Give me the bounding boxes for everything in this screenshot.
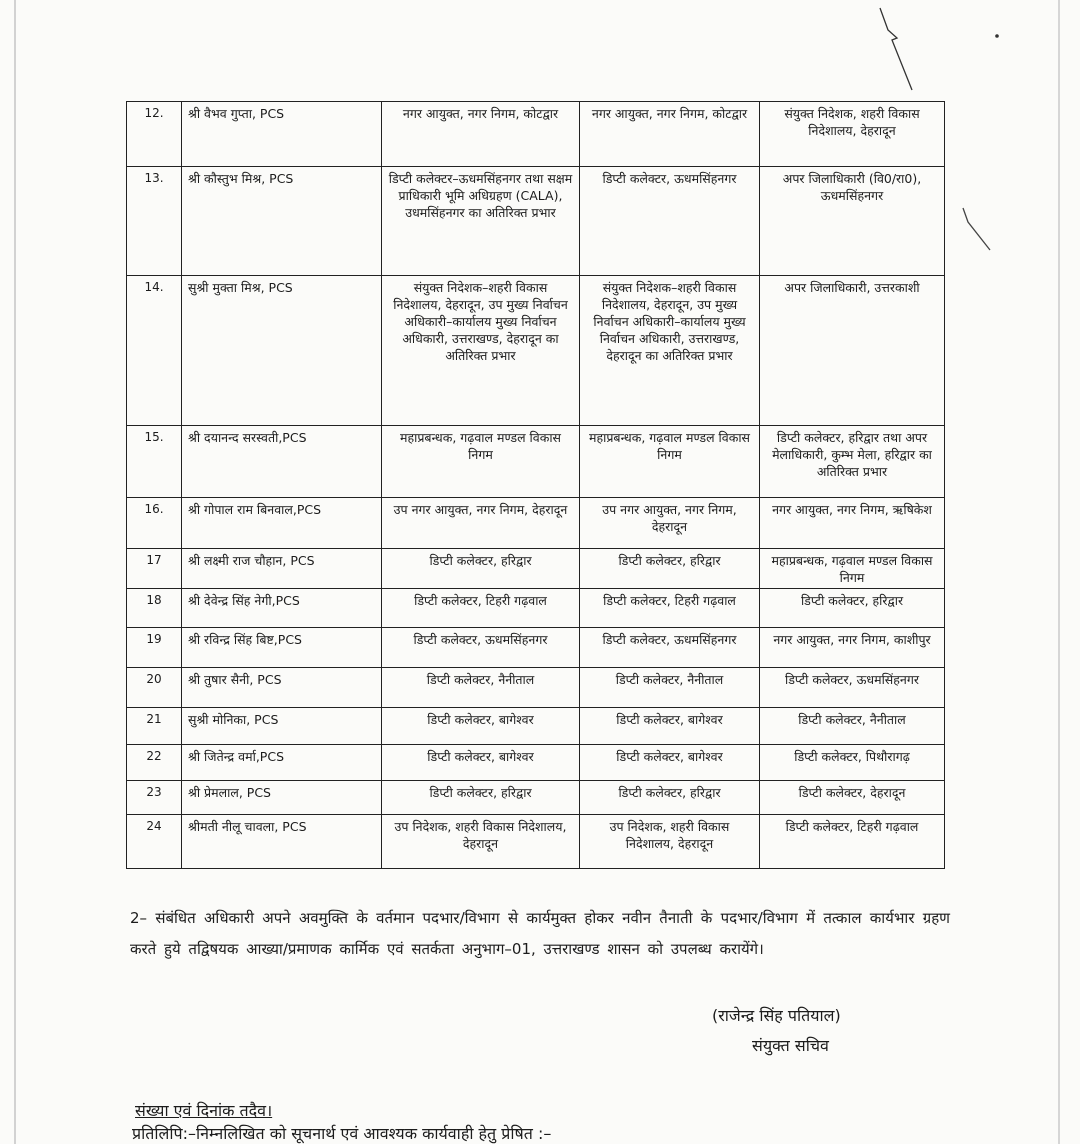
new-posting-cell: डिप्टी कलेक्टर, ऊधमसिंहनगर bbox=[760, 668, 945, 708]
new-posting-cell: डिप्टी कलेक्टर, देहरादून bbox=[760, 781, 945, 815]
table-row bbox=[127, 745, 945, 781]
serial-number-cell: 12. bbox=[127, 102, 182, 167]
new-posting-cell: डिप्टी कलेक्टर, हरिद्वार bbox=[760, 589, 945, 628]
transfer-table bbox=[126, 101, 945, 869]
relieved-post-cell: महाप्रबन्धक, गढ़वाल मण्डल विकास निगम bbox=[580, 426, 760, 498]
relieved-post-cell: डिप्टी कलेक्टर, बागेश्वर bbox=[580, 745, 760, 781]
serial-number-cell: 24 bbox=[127, 815, 182, 869]
copy-to-line: प्रतिलिपि:–निम्नलिखित को सूचनार्थ एवं आवश्यक कार्यवाही हेतु प्रेषित :– bbox=[132, 1124, 552, 1143]
new-posting-cell: महाप्रबन्धक, गढ़वाल मण्डल विकास निगम bbox=[760, 549, 945, 589]
relieved-post-cell: नगर आयुक्त, नगर निगम, कोटद्वार bbox=[580, 102, 760, 167]
officer-name-cell: श्री वैभव गुप्ता, PCS bbox=[182, 102, 382, 167]
signatory-name: (राजेन्द्र सिंह पतियाल) bbox=[712, 1006, 841, 1025]
officer-name-cell: श्री रविन्द्र सिंह बिष्ट,PCS bbox=[182, 628, 382, 668]
current-post-cell: डिप्टी कलेक्टर, टिहरी गढ़वाल bbox=[382, 589, 580, 628]
table-row bbox=[127, 628, 945, 668]
current-post-cell: डिप्टी कलेक्टर, ऊधमसिंहनगर bbox=[382, 628, 580, 668]
officer-name-cell: श्रीमती नीलू चावला, PCS bbox=[182, 815, 382, 869]
current-post-cell: उप नगर आयुक्त, नगर निगम, देहरादून bbox=[382, 498, 580, 549]
new-posting-cell: संयुक्त निदेशक, शहरी विकास निदेशालय, देहरादून bbox=[760, 102, 945, 167]
relieved-post-cell: डिप्टी कलेक्टर, हरिद्वार bbox=[580, 781, 760, 815]
new-posting-cell: अपर जिलाधिकारी (वि0/रा0), ऊधमसिंहनगर bbox=[760, 167, 945, 276]
serial-number-cell: 23 bbox=[127, 781, 182, 815]
new-posting-cell: नगर आयुक्त, नगर निगम, काशीपुर bbox=[760, 628, 945, 668]
table-row bbox=[127, 276, 945, 426]
officer-name-cell: सुश्री मोनिका, PCS bbox=[182, 708, 382, 745]
relieved-post-cell: उप नगर आयुक्त, नगर निगम, देहरादून bbox=[580, 498, 760, 549]
officer-name-cell: श्री लक्ष्मी राज चौहान, PCS bbox=[182, 549, 382, 589]
officer-name-cell: श्री गोपाल राम बिनवाल,PCS bbox=[182, 498, 382, 549]
new-posting-cell: नगर आयुक्त, नगर निगम, ऋषिकेश bbox=[760, 498, 945, 549]
current-post-cell: संयुक्त निदेशक–शहरी विकास निदेशालय, देहरादून, उप मुख्य निर्वाचन अधिकारी–कार्यालय मुख्य निर्वाचन अधिकारी, उत्तराखण्ड, देहरादून का अतिरिक्त प्रभार bbox=[382, 276, 580, 426]
table-row bbox=[127, 708, 945, 745]
current-post-cell: नगर आयुक्त, नगर निगम, कोटद्वार bbox=[382, 102, 580, 167]
officer-name-cell: सुश्री मुक्ता मिश्र, PCS bbox=[182, 276, 382, 426]
serial-number-cell: 21 bbox=[127, 708, 182, 745]
serial-number-cell: 19 bbox=[127, 628, 182, 668]
table-row bbox=[127, 426, 945, 498]
relieved-post-cell: उप निदेशक, शहरी विकास निदेशालय, देहरादून bbox=[580, 815, 760, 869]
serial-number-cell: 17 bbox=[127, 549, 182, 589]
current-post-cell: डिप्टी कलेक्टर–ऊधमसिंहनगर तथा सक्षम प्राधिकारी भूमि अधिग्रहण (CALA), उधमसिंहनगर का अतिरिक्त प्रभार bbox=[382, 167, 580, 276]
relieved-post-cell: संयुक्त निदेशक–शहरी विकास निदेशालय, देहरादून, उप मुख्य निर्वाचन अधिकारी–कार्यालय मुख्य निर्वाचन अधिकारी, उत्तराखण्ड, देहरादून का अतिरिक्त प्रभार bbox=[580, 276, 760, 426]
officer-name-cell: श्री जितेन्द्र वर्मा,PCS bbox=[182, 745, 382, 781]
officer-name-cell: श्री तुषार सैनी, PCS bbox=[182, 668, 382, 708]
current-post-cell: डिप्टी कलेक्टर, बागेश्वर bbox=[382, 745, 580, 781]
instruction-paragraph: 2– संबंधित अधिकारी अपने अवमुक्ति के वर्तमान पदभार/विभाग से कार्यमुक्त होकर नवीन तैनाती के पदभार/विभाग में तत्काल कार्यभार ग्रहण करते हुये तद्विषयक आख्या/प्रमाणक कार्मिक एवं सतर्कता अनुभाग–01, उत्तराखण्ड शासन को उपलब्ध करायेंगे। bbox=[130, 909, 950, 958]
serial-number-cell: 13. bbox=[127, 167, 182, 276]
table-row bbox=[127, 498, 945, 549]
new-posting-cell: डिप्टी कलेक्टर, हरिद्वार तथा अपर मेलाधिकारी, कुम्भ मेला, हरिद्वार का अतिरिक्त प्रभार bbox=[760, 426, 945, 498]
current-post-cell: उप निदेशक, शहरी विकास निदेशालय, देहरादून bbox=[382, 815, 580, 869]
table-row bbox=[127, 549, 945, 589]
relieved-post-cell: डिप्टी कलेक्टर, हरिद्वार bbox=[580, 549, 760, 589]
serial-number-cell: 22 bbox=[127, 745, 182, 781]
transfer-table-body bbox=[127, 102, 945, 869]
new-posting-cell: डिप्टी कलेक्टर, टिहरी गढ़वाल bbox=[760, 815, 945, 869]
table-row bbox=[127, 167, 945, 276]
table-row bbox=[127, 668, 945, 708]
serial-number-cell: 16. bbox=[127, 498, 182, 549]
relieved-post-cell: डिप्टी कलेक्टर, बागेश्वर bbox=[580, 708, 760, 745]
relieved-post-cell: डिप्टी कलेक्टर, नैनीताल bbox=[580, 668, 760, 708]
new-posting-cell: डिप्टी कलेक्टर, पिथौरागढ़ bbox=[760, 745, 945, 781]
table-row bbox=[127, 781, 945, 815]
officer-name-cell: श्री कौस्तुभ मिश्र, PCS bbox=[182, 167, 382, 276]
serial-number-cell: 15. bbox=[127, 426, 182, 498]
officer-name-cell: श्री देवेन्द्र सिंह नेगी,PCS bbox=[182, 589, 382, 628]
current-post-cell: डिप्टी कलेक्टर, नैनीताल bbox=[382, 668, 580, 708]
current-post-cell: डिप्टी कलेक्टर, हरिद्वार bbox=[382, 781, 580, 815]
officer-name-cell: श्री प्रेमलाल, PCS bbox=[182, 781, 382, 815]
current-post-cell: डिप्टी कलेक्टर, बागेश्वर bbox=[382, 708, 580, 745]
table-row bbox=[127, 589, 945, 628]
signatory-designation: संयुक्त सचिव bbox=[752, 1036, 829, 1055]
reference-line: संख्या एवं दिनांक तदैव। bbox=[135, 1101, 273, 1120]
table-row bbox=[127, 102, 945, 167]
officer-name-cell: श्री दयानन्द सरस्वती,PCS bbox=[182, 426, 382, 498]
relieved-post-cell: डिप्टी कलेक्टर, ऊधमसिंहनगर bbox=[580, 628, 760, 668]
table-row bbox=[127, 815, 945, 869]
relieved-post-cell: डिप्टी कलेक्टर, टिहरी गढ़वाल bbox=[580, 589, 760, 628]
current-post-cell: डिप्टी कलेक्टर, हरिद्वार bbox=[382, 549, 580, 589]
serial-number-cell: 14. bbox=[127, 276, 182, 426]
relieved-post-cell: डिप्टी कलेक्टर, ऊधमसिंहनगर bbox=[580, 167, 760, 276]
new-posting-cell: अपर जिलाधिकारी, उत्तरकाशी bbox=[760, 276, 945, 426]
current-post-cell: महाप्रबन्धक, गढ़वाल मण्डल विकास निगम bbox=[382, 426, 580, 498]
serial-number-cell: 20 bbox=[127, 668, 182, 708]
new-posting-cell: डिप्टी कलेक्टर, नैनीताल bbox=[760, 708, 945, 745]
serial-number-cell: 18 bbox=[127, 589, 182, 628]
